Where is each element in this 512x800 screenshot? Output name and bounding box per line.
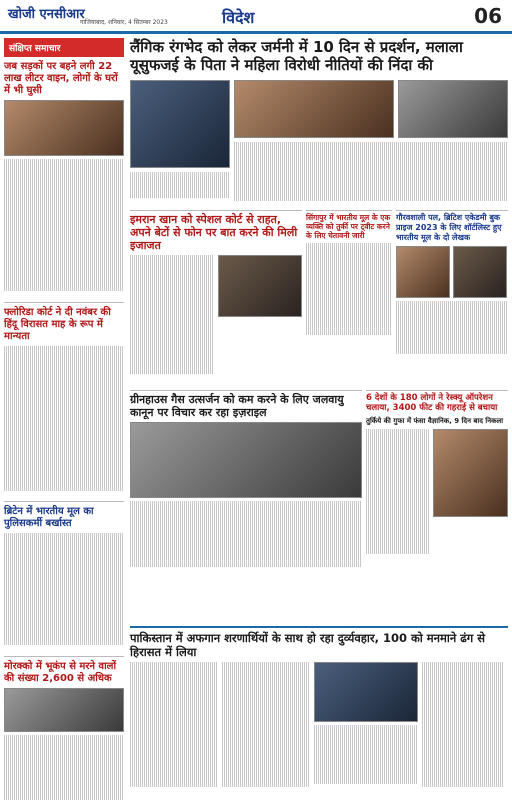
singapore-headline: सिंगापुर में भारतीय मूल के एक व्यक्ति को तुर्की पर ट्वीट करने के लिए चेतावनी जारी <box>306 213 391 240</box>
singapore-body <box>306 243 392 339</box>
pakistan-body-3 <box>314 725 418 791</box>
israel-photo <box>130 422 362 498</box>
dateline: गाजियाबाद, शनिवार, 4 सितम्बर 2023 <box>80 19 168 26</box>
story-headline-wine: जब सड़कों पर बहने लगी 22 लाख लीटर वाइन, लोगों के घरों में भी घुसी <box>4 61 118 96</box>
rescue-body <box>366 429 430 559</box>
author-photo-2 <box>453 246 507 298</box>
story-headline-morocco: मोरक्को में भूकंप से मरने वालों की संख्या 2,600 से अधिक <box>4 661 117 684</box>
lead-body-left <box>130 172 230 202</box>
story-body-wine <box>4 159 124 299</box>
left-brief-column <box>4 38 124 798</box>
imran-story <box>130 210 302 375</box>
israel-headline: ग्रीनहाउस गैस उत्सर्जन को कम करने के लिए जलवायु कानून पर विचार कर रहा इज़राइल <box>130 393 344 419</box>
pakistan-body-4 <box>422 662 504 792</box>
singapore-story <box>306 210 392 339</box>
story-body-florida <box>4 346 124 498</box>
imran-photo <box>218 255 302 317</box>
brand-title: खोजी एनसीआर <box>8 7 85 22</box>
pakistan-story <box>130 626 508 792</box>
morocco-photo <box>4 688 124 732</box>
gauravshali-story <box>396 210 508 361</box>
israel-story <box>130 390 362 571</box>
brief-section-label: संक्षिप्त समाचार <box>4 38 124 57</box>
lead-photo-right <box>398 80 508 138</box>
rescue-photo <box>433 429 508 517</box>
lead-headline: लैंगिक रंगभेद को लेकर जर्मनी में 10 दिन से प्रदर्शन, मलाला यूसुफजई के पिता ने महिला विरोधी नीतियों की निंदा की <box>130 38 463 74</box>
israel-body <box>130 501 362 571</box>
pakistan-body-2 <box>222 662 310 792</box>
lead-body <box>234 142 508 202</box>
pakistan-photo <box>314 662 418 722</box>
gauravshali-body <box>396 301 508 361</box>
story-body-morocco <box>4 735 124 800</box>
imran-headline: इमरान खान को स्पेशल कोर्ट से राहत, अपने बेटों से फोन पर बात करने की मिली इजाजत <box>130 213 298 252</box>
rescue-story <box>366 390 508 559</box>
rescue-subhead: तुर्किये की गुफा में फंसा वैज्ञानिक, 9 दिन बाद निकला <box>366 417 504 425</box>
page-number: 06 <box>474 4 502 28</box>
section-title: विदेश <box>222 8 255 27</box>
story-headline-britain-police: ब्रिटेन में भारतीय मूल का पुलिसकर्मी बर्खास्त <box>4 506 94 529</box>
author-photo-1 <box>396 246 450 298</box>
wine-photo <box>4 100 124 156</box>
masthead <box>0 0 512 34</box>
lead-photo-left <box>130 80 230 168</box>
pakistan-headline: पाकिस्तान में अफगान शरणार्थियों के साथ हो रहा दुर्व्यवहार, 100 को मनमाने ढंग से हिरासत में लिया <box>130 631 486 659</box>
main-news-area <box>130 38 508 659</box>
story-body-britain-police <box>4 533 124 653</box>
imran-body <box>130 255 214 375</box>
lead-photo-center <box>234 80 394 138</box>
gauravshali-headline: गौरवशाली पल, ब्रिटिश एकेडमी बुक प्राइज 2023 के लिए शॉर्टलिस्ट हुए भारतीय मूल के दो लेखक <box>396 213 502 242</box>
pakistan-body-1 <box>130 662 218 792</box>
story-headline-florida: फ्लोरिडा कोर्ट ने दी नवंबर की हिंदू विरासत माह के रूप में मान्यता <box>4 307 111 342</box>
rescue-headline: 6 देशों के 180 लोगों ने रेस्क्यू ऑपरेशन चलाया, 3400 फीट की गहराई से बचाया <box>366 393 498 413</box>
